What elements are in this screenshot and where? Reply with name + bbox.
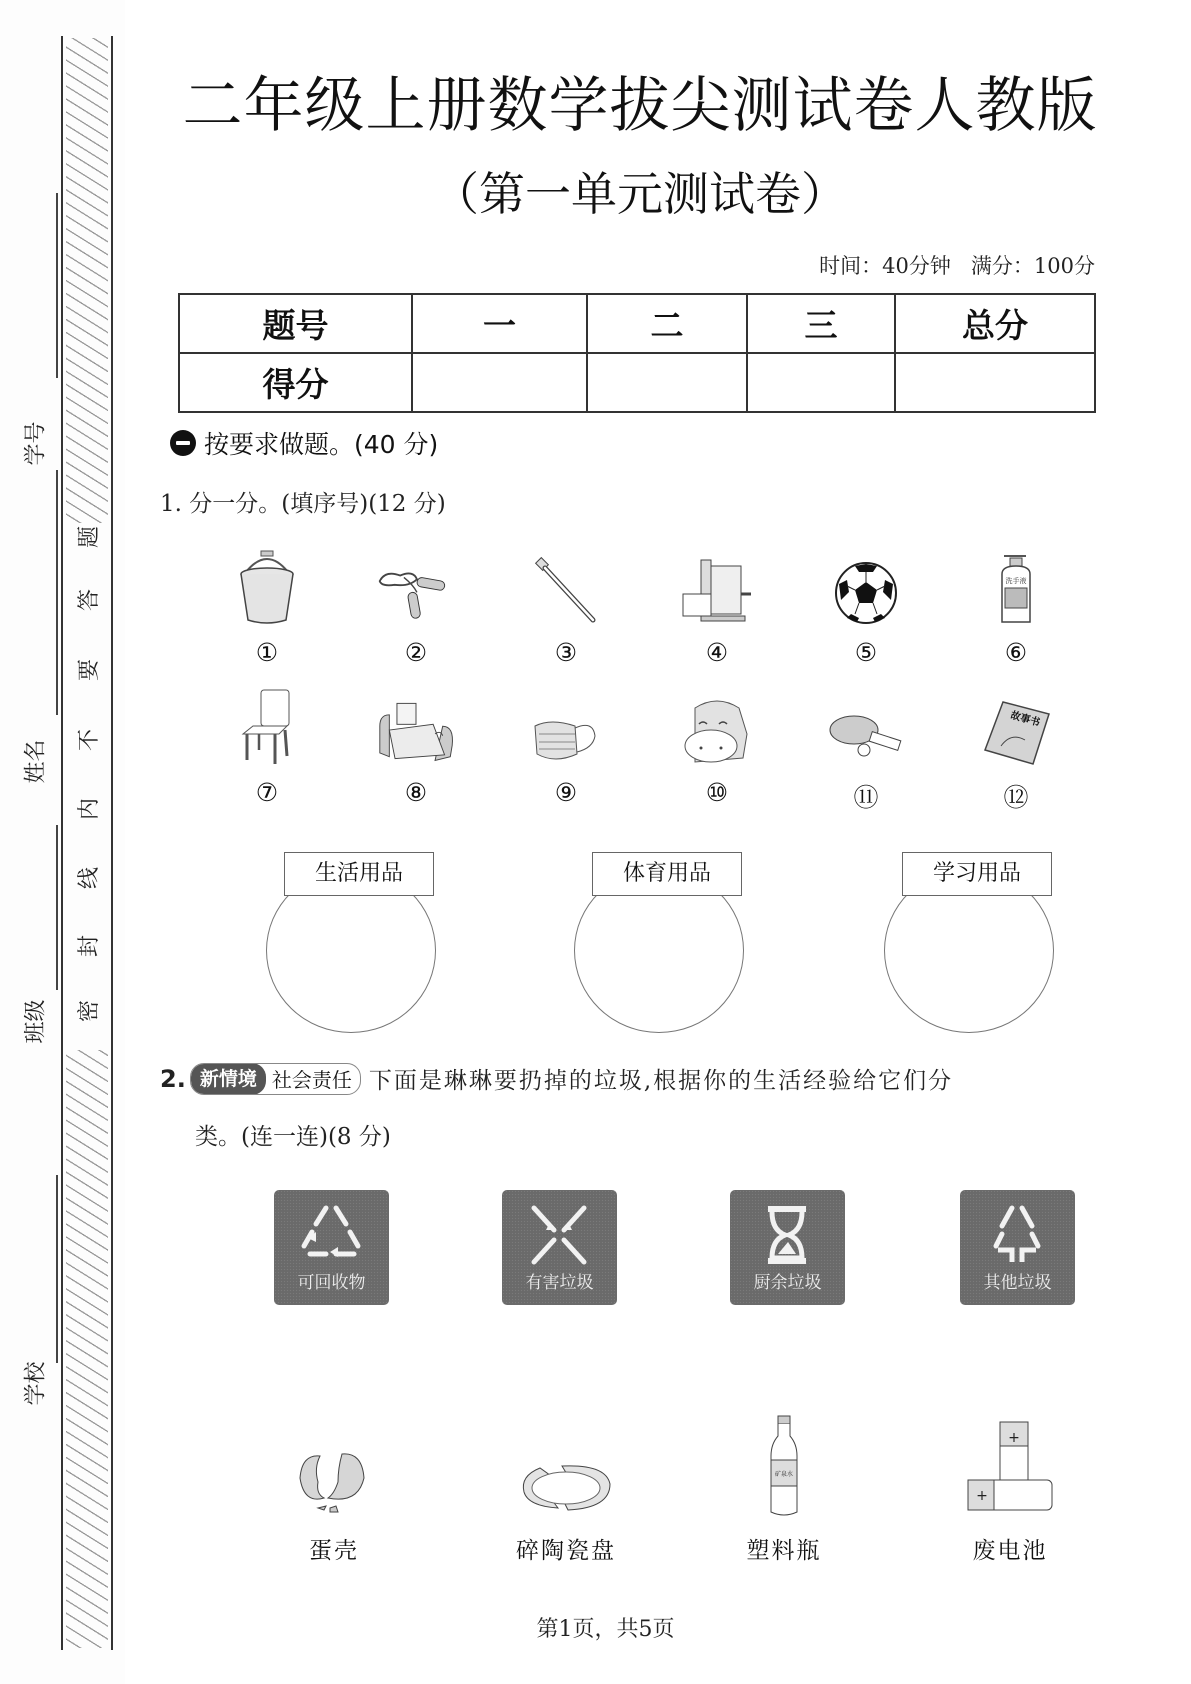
question-2-text-line1: 下面是琳琳要扔掉的垃圾,根据你的生活经验给它们分	[368, 1068, 954, 1094]
item-number: ①	[255, 638, 279, 667]
seal-char: 密	[77, 1000, 102, 1023]
jump-rope-icon	[376, 548, 456, 626]
class-line[interactable]	[56, 825, 58, 990]
seal-char: 不	[77, 729, 102, 752]
student-id-label: 学号	[23, 421, 49, 466]
item-number: ⑦	[255, 778, 279, 807]
item-number: ②	[404, 638, 428, 667]
question-2-text-line2: 类。(连一连)(8 分)	[195, 1124, 391, 1150]
school-line[interactable]	[56, 1175, 58, 1363]
full-score: 满分：100分	[970, 254, 1095, 278]
other-waste-icon	[982, 1202, 1052, 1268]
binding-line-right	[111, 36, 113, 1650]
item-number: ⑥	[1004, 638, 1028, 667]
score-table-header-row	[179, 294, 1095, 353]
trash-battery[interactable]	[940, 1408, 1080, 1565]
item-1	[207, 548, 327, 667]
score-cell-3[interactable]	[747, 353, 895, 412]
section-1-heading	[170, 425, 438, 461]
item-4	[657, 548, 777, 667]
item-number: ⑩	[705, 778, 729, 807]
item-number: ⑫	[1003, 783, 1029, 812]
question-1-prompt: 1. 分一分。(填序号)(12 分)	[160, 491, 446, 517]
item-8	[356, 688, 476, 807]
svg-text:洗手液: 洗手液	[1005, 577, 1027, 585]
name-line[interactable]	[56, 470, 58, 715]
page-subtitle: （第一单元测试卷）	[433, 167, 847, 221]
item-2	[356, 548, 476, 667]
time-limit: 时间：40分钟	[819, 254, 951, 278]
hatch-pattern-bottom	[66, 1050, 108, 1648]
page-title: 二年级上册数学拔尖测试卷人教版	[182, 71, 1098, 141]
tag-social-responsibility: 社会责任	[271, 1068, 352, 1092]
name-label: 姓名	[23, 739, 49, 784]
bin-hazardous[interactable]	[502, 1190, 617, 1305]
story-book-icon	[976, 688, 1056, 766]
score-row-label: 得分	[179, 353, 412, 412]
broken-plate-icon	[496, 1408, 636, 1518]
hatch-pattern-top	[66, 38, 108, 523]
chair-icon	[227, 688, 307, 766]
item-5	[806, 548, 926, 667]
trash-label: 碎陶瓷盘	[516, 1538, 616, 1564]
recycle-icon	[296, 1202, 366, 1268]
bin-recyclable[interactable]	[274, 1190, 389, 1305]
battery-icon	[940, 1408, 1080, 1518]
item-3	[506, 548, 626, 667]
question-tags	[190, 1063, 361, 1095]
header-cell: 三	[747, 294, 895, 353]
bucket-icon	[227, 548, 307, 626]
bin-label: 厨余垃圾	[753, 1273, 822, 1293]
item-number: ⑨	[554, 778, 578, 807]
question-number: 2.	[160, 1064, 186, 1093]
section-1-title: 按要求做题。(40 分)	[204, 430, 439, 459]
score-cell-2[interactable]	[587, 353, 747, 412]
item-11	[806, 688, 926, 814]
student-id-line[interactable]	[56, 193, 58, 378]
seal-char: 答	[77, 589, 102, 612]
trash-label: 废电池	[972, 1538, 1048, 1564]
seal-char: 要	[77, 659, 102, 682]
item-number: ⑪	[853, 783, 879, 812]
bin-other-waste[interactable]	[960, 1190, 1075, 1305]
category-label: 体育用品	[592, 852, 742, 896]
svg-text:+: +	[1008, 1430, 1020, 1446]
hand-soap-icon	[976, 548, 1056, 626]
item-12	[956, 688, 1076, 814]
section-number-one-icon	[170, 430, 196, 456]
plastic-bottle-icon	[714, 1408, 854, 1518]
item-9	[506, 688, 626, 807]
bed-icon	[376, 688, 456, 766]
backpack-icon	[677, 688, 757, 766]
bin-label: 可回收物	[297, 1273, 366, 1293]
trash-label: 蛋壳	[309, 1538, 359, 1564]
bin-kitchen-waste[interactable]	[730, 1190, 845, 1305]
seal-char: 线	[77, 867, 102, 890]
trash-eggshell[interactable]	[264, 1408, 404, 1565]
school-label: 学校	[23, 1361, 49, 1406]
header-cell: 一	[412, 294, 587, 353]
pencil-sharpener-icon	[677, 548, 757, 626]
score-table-score-row	[179, 353, 1095, 412]
trash-broken-plate[interactable]	[496, 1408, 636, 1565]
page-number: 第1页，共5页	[536, 1617, 675, 1642]
score-table	[178, 293, 1096, 413]
header-cell: 二	[587, 294, 747, 353]
toothbrush-icon	[526, 548, 606, 626]
hourglass-icon	[752, 1202, 822, 1268]
bin-label: 有害垃圾	[525, 1273, 594, 1293]
svg-text:故事书: 故事书	[1009, 710, 1042, 729]
seal-char: 题	[77, 526, 102, 549]
eggshell-icon	[264, 1408, 404, 1518]
binding-margin	[0, 0, 125, 1684]
trash-plastic-bottle[interactable]	[714, 1408, 854, 1565]
item-number: ④	[705, 638, 729, 667]
tag-new-context: 新情境	[191, 1063, 266, 1095]
score-cell-total[interactable]	[895, 353, 1095, 412]
item-number: ⑧	[404, 778, 428, 807]
seal-char: 内	[77, 798, 102, 821]
class-label: 班级	[23, 999, 49, 1044]
question-2-prompt	[160, 1062, 953, 1095]
soccer-ball-icon	[826, 548, 906, 626]
score-cell-1[interactable]	[412, 353, 587, 412]
trash-label: 塑料瓶	[746, 1538, 822, 1564]
exam-meta	[819, 250, 1095, 280]
item-10	[657, 688, 777, 807]
ping-pong-paddle-icon	[826, 688, 906, 766]
category-label: 学习用品	[902, 852, 1052, 896]
face-mask-icon	[526, 688, 606, 766]
item-6	[956, 548, 1076, 667]
item-number: ⑤	[854, 638, 878, 667]
item-number: ③	[554, 638, 578, 667]
seal-char: 封	[77, 935, 102, 958]
hazard-icon	[524, 1202, 594, 1268]
item-7	[207, 688, 327, 807]
binding-line-left	[61, 36, 63, 1650]
header-cell: 总分	[895, 294, 1095, 353]
bin-label: 其他垃圾	[983, 1273, 1052, 1293]
header-cell: 题号	[179, 294, 412, 353]
category-label: 生活用品	[284, 852, 434, 896]
svg-text:矿泉水: 矿泉水	[774, 1471, 794, 1478]
svg-text:+: +	[976, 1488, 988, 1504]
